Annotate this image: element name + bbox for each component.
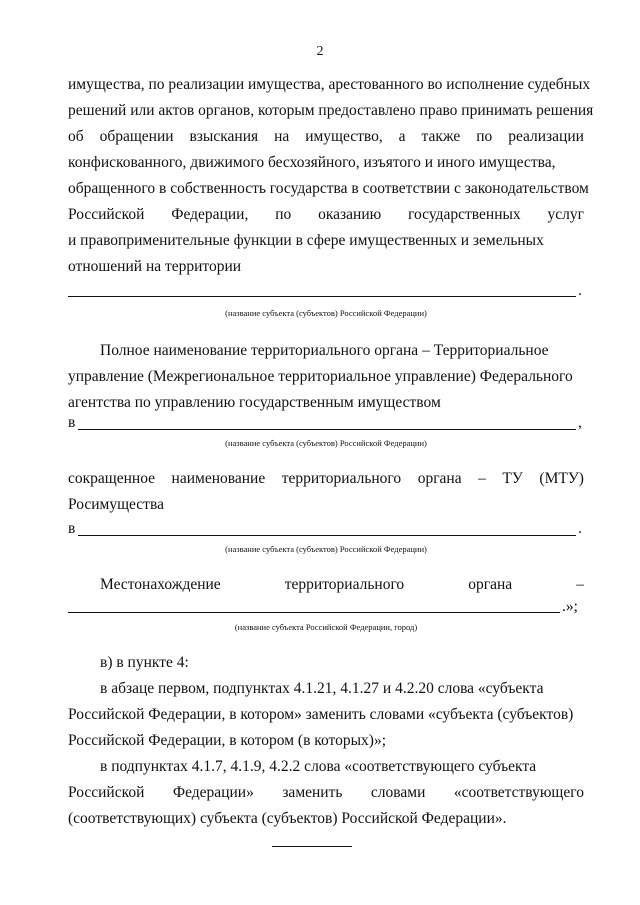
text-line: Росимущества bbox=[68, 496, 164, 513]
text-line: об обращении взыскания на имущество, а также по реализации bbox=[68, 128, 584, 145]
text-line: агентства по управлению государственным имуществом bbox=[68, 394, 441, 411]
fill-in-line bbox=[68, 296, 576, 297]
text-line: сокращенное наименование территориального органа – ТУ (МТУ) bbox=[68, 470, 584, 487]
text-line: управление (Межрегиональное территориальное управление) Федерального bbox=[68, 368, 573, 385]
field-caption: (название субъекта (субъектов) Российской Федерации) bbox=[225, 308, 427, 318]
text-line: конфискованного, движимого бесхозяйного, изъятого и иного имущества, bbox=[68, 154, 556, 171]
text-line: в подпунктах 4.1.7, 4.1.9, 4.2.2 слова «соответствующего субъекта bbox=[100, 758, 537, 775]
field-caption: (название субъекта Российской Федерации, город) bbox=[234, 622, 418, 632]
text-line: Российской Федерации, в котором» заменить словами «субъекта (субъектов) bbox=[68, 706, 574, 723]
item-heading: в) в пункте 4: bbox=[100, 654, 189, 671]
fill-in-line bbox=[68, 612, 560, 613]
text-line: Российской Федерации, в котором (в которых)»; bbox=[68, 732, 386, 749]
fill-in-line bbox=[78, 535, 576, 536]
page-number: 2 bbox=[316, 44, 324, 59]
text-line: Российской Федерации, по оказанию государственных услуг bbox=[68, 206, 584, 223]
text-line: Местонахождение территориального органа – bbox=[100, 576, 584, 593]
text-line: Полное наименование территориального органа – Территориальное bbox=[100, 342, 549, 359]
line-end-mark: . bbox=[578, 520, 582, 537]
text-line: обращенного в собственность государства в соответствии с законодательством bbox=[68, 180, 589, 197]
text-line: имущества, по реализации имущества, арестованного во исполнение судебных bbox=[68, 76, 591, 93]
text-line: решений или актов органов, которым предоставлено право принимать решения bbox=[68, 102, 594, 119]
text-line: в абзаце первом, подпунктах 4.1.21, 4.1.27 и 4.2.20 слова «субъекта bbox=[100, 680, 544, 697]
field-caption: (название субъекта (субъектов) Российской Федерации) bbox=[225, 438, 427, 448]
text-line: и правоприменительные функции в сфере имущественных и земельных bbox=[68, 232, 544, 249]
field-prefix: в bbox=[68, 520, 76, 537]
line-end-mark: , bbox=[578, 414, 582, 431]
fill-in-line bbox=[78, 429, 576, 430]
line-end-mark: . bbox=[578, 282, 582, 299]
field-prefix: в bbox=[68, 414, 76, 431]
end-rule bbox=[272, 846, 352, 847]
text-line: Российской Федерации» заменить словами «соответствующего bbox=[68, 784, 584, 801]
text-line: (соответствующих) субъекта (субъектов) Российской Федерации». bbox=[68, 810, 507, 827]
text-line: отношений на территории bbox=[68, 258, 242, 275]
field-caption: (название субъекта (субъектов) Российской Федерации) bbox=[225, 544, 427, 554]
line-end-mark: .»; bbox=[562, 598, 578, 615]
